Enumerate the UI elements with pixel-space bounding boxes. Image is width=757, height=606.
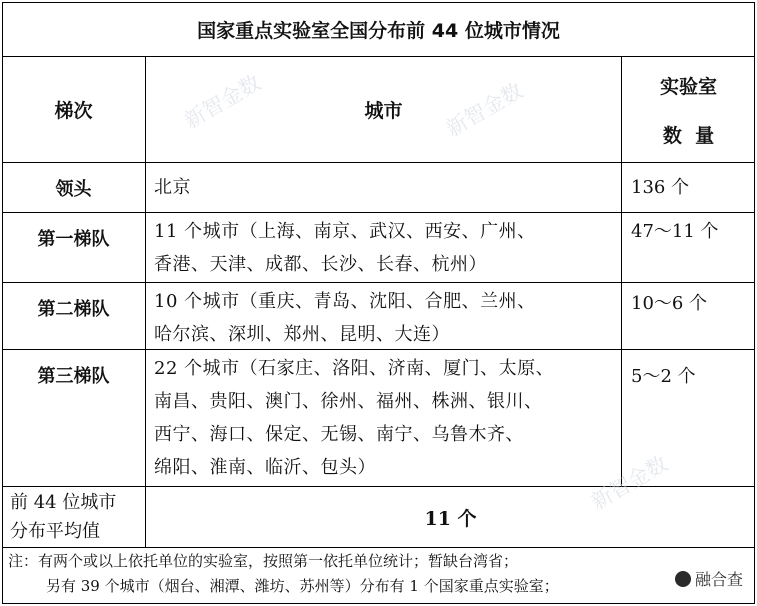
city-line: 10 个城市（重庆、青岛、沈阳、合肥、兰州、 — [154, 291, 536, 312]
header-count-line1: 实验室 — [659, 75, 717, 98]
city-line: 北京 — [154, 177, 191, 198]
city-line: 22 个城市（石家庄、洛阳、济南、厦门、太原、 — [154, 358, 555, 379]
brand-text: 融合查 — [694, 570, 743, 589]
average-value: 11 个 — [424, 507, 477, 530]
lab-distribution-table — [2, 2, 755, 604]
footnote — [2, 549, 755, 603]
average-label-line1: 前 44 位城市 — [10, 492, 117, 513]
lab-count: 10～6 个 — [631, 293, 708, 314]
tier-label: 第三梯队 — [37, 366, 110, 387]
city-list — [146, 283, 621, 349]
lab-count: 136 个 — [631, 177, 690, 198]
lab-count: 47～11 个 — [631, 221, 719, 242]
rule — [2, 547, 755, 548]
header-count-line2: 数 量 — [662, 124, 715, 147]
brand-watermark — [673, 567, 745, 590]
city-line: 绵阳、淮南、临沂、包头） — [154, 457, 376, 478]
watermark: 新智金数 — [442, 78, 527, 142]
watermark: 新智金数 — [587, 451, 672, 515]
city-list — [146, 213, 621, 282]
average-label — [2, 487, 145, 547]
table-title: 国家重点实验室全国分布前 44 位城市情况 — [197, 19, 560, 42]
tier-label: 领头 — [55, 178, 92, 200]
footnote-line2: 另有 39 个城市（烟台、湘潭、潍坊、苏州等）分布有 1 个国家重点实验室； — [46, 577, 559, 595]
tier-label: 第一梯队 — [37, 229, 110, 250]
city-line: 哈尔滨、深圳、郑州、昆明、大连） — [154, 324, 450, 345]
wechat-logo-icon — [675, 571, 691, 587]
footnote-line1: 注：有两个或以上依托单位的实验室，按照第一依托单位统计；暂缺台湾省； — [8, 552, 519, 570]
watermark: 新智金数 — [180, 70, 265, 134]
city-line: 11 个城市（上海、南京、武汉、西安、广州、 — [154, 221, 536, 242]
city-line: 香港、天津、成都、长沙、长春、杭州） — [154, 254, 487, 275]
city-line: 南昌、贵阳、澳门、徐州、福州、株洲、银川、 — [154, 391, 543, 412]
tier-label: 第二梯队 — [37, 299, 110, 320]
city-list — [146, 163, 621, 212]
average-label-line2: 分布平均值 — [10, 521, 100, 542]
header-city: 城市 — [364, 100, 403, 122]
city-list — [146, 350, 621, 486]
header-count — [622, 57, 755, 162]
lab-count: 5～2 个 — [631, 366, 696, 387]
city-line: 西宁、海口、保定、无锡、南宁、乌鲁木齐、 — [154, 424, 524, 445]
header-tier: 梯次 — [54, 100, 93, 122]
